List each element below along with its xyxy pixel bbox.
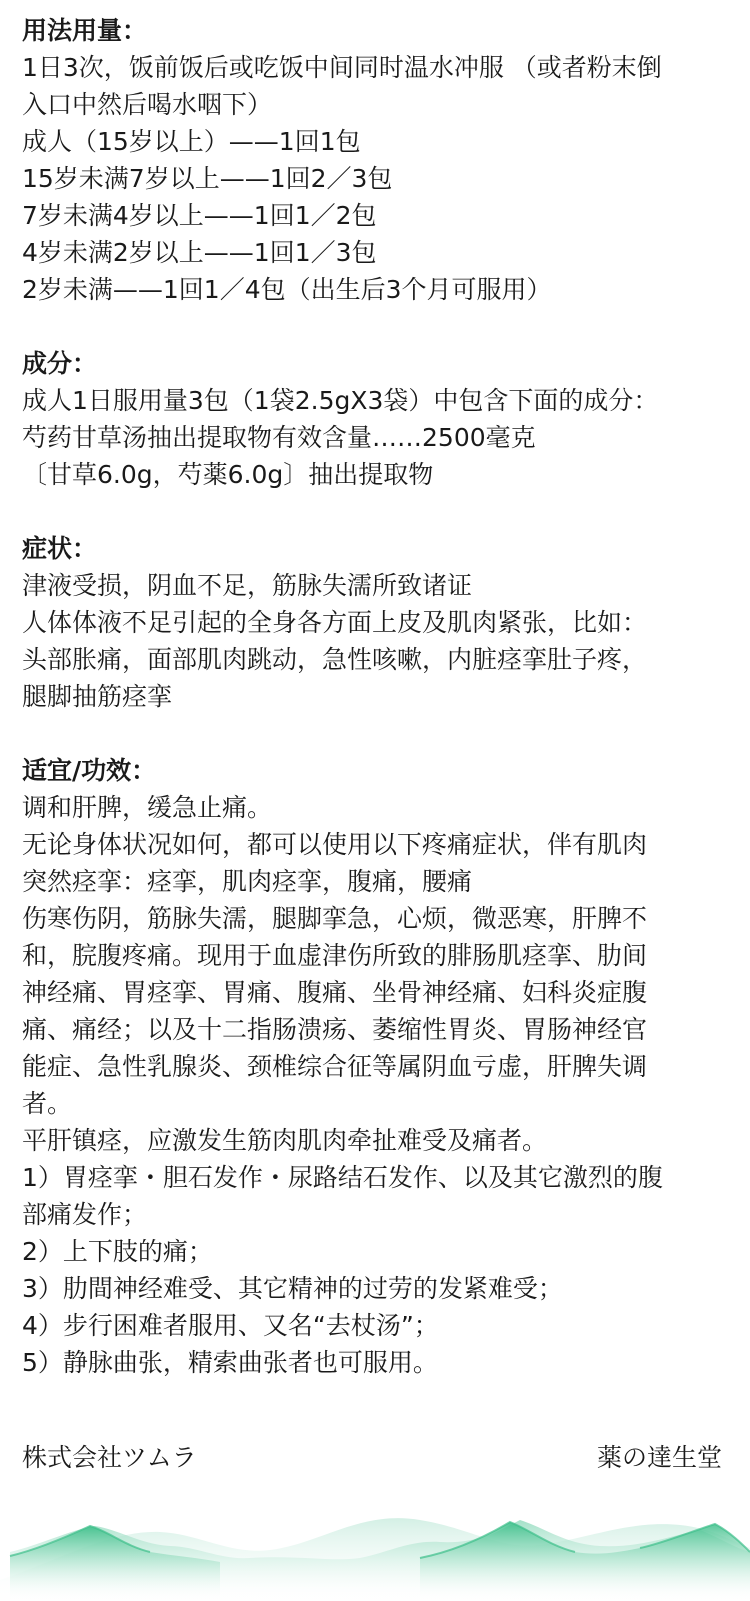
text-line: 人体体液不足引起的全身各方面上皮及肌肉紧张，比如： — [22, 608, 648, 637]
text-line: 神经痛、胃痉挛、胃痛、腹痛、坐骨神经痛、妇科炎症腹 — [22, 978, 648, 1007]
text-line: 平肝镇痉，应激发生筋肉肌肉牵扯难受及痛者。 — [22, 1126, 548, 1155]
section-ingredients — [22, 345, 722, 493]
text-line: 2）上下肢的痛； — [22, 1237, 213, 1266]
section-heading: 适宜/功效： — [22, 756, 157, 785]
text-line: 突然痉挛：痉挛，肌肉痉挛，腹痛，腰痛 — [22, 867, 473, 896]
text-line: 1日3次，饭前饭后或吃饭中间同时温水冲服 （或者粉末倒 — [22, 53, 662, 82]
text-line: 伤寒伤阴，筋脉失濡，腿脚挛急，心烦，微恶寒，肝脾不 — [22, 904, 648, 933]
text-line: 调和肝脾，缓急止痛。 — [22, 793, 273, 822]
footer — [22, 1438, 722, 1478]
text-line: 成人1日服用量3包（1袋2.5gX3袋）中包含下面的成分： — [22, 386, 659, 415]
section-symptoms — [22, 530, 722, 715]
company-name: 株式会社ツムラ — [22, 1443, 197, 1472]
text-line: 4）步行困难者服用、又名“去杖汤”； — [22, 1311, 439, 1340]
text-line: 5）静脉曲张，精索曲张者也可服用。 — [22, 1348, 438, 1377]
text-line: 4岁未满2岁以上——1回1／3包 — [22, 238, 377, 267]
text-line: 头部胀痛，面部肌肉跳动，急性咳嗽，内脏痉挛肚子疼， — [22, 645, 648, 674]
section-heading: 成分： — [22, 349, 98, 378]
text-line: 7岁未满4岁以上——1回1／2包 — [22, 201, 377, 230]
text-line: 芍药甘草汤抽出提取物有效含量……2500毫克 — [22, 423, 536, 452]
mountain-landscape-decoration — [0, 1500, 750, 1601]
text-line: 入口中然后喝水咽下） — [22, 90, 273, 119]
section-heading: 用法用量： — [22, 16, 148, 45]
section-indications — [22, 752, 722, 1381]
text-line: 〔甘草6.0g，芍薬6.0g〕抽出提取物 — [22, 460, 434, 489]
section-heading: 症状： — [22, 534, 98, 563]
text-line: 和，脘腹疼痛。现用于血虚津伤所致的腓肠肌痉挛、肋间 — [22, 941, 648, 970]
text-line: 津液受损，阴血不足，筋脉失濡所致诸证 — [22, 571, 473, 600]
document-body — [22, 12, 722, 1418]
text-line: 痛、痛经；以及十二指肠溃疡、萎缩性胃炎、胃肠神经官 — [22, 1015, 648, 1044]
text-line: 1）胃痉挛・胆石发作・尿路结石发作、以及其它激烈的腹 — [22, 1163, 663, 1192]
text-line: 腿脚抽筋痉挛 — [22, 682, 173, 711]
text-line: 能症、急性乳腺炎、颈椎综合征等属阴血亏虚，肝脾失调 — [22, 1052, 648, 1081]
shop-name: 薬の達生堂 — [596, 1443, 722, 1472]
text-line: 成人（15岁以上）——1回1包 — [22, 127, 361, 156]
text-line: 2岁未满——1回1／4包（出生后3个月可服用） — [22, 275, 552, 304]
text-line: 无论身体状况如何，都可以使用以下疼痛症状，伴有肌肉 — [22, 830, 648, 859]
text-line: 者。 — [22, 1089, 73, 1118]
text-line: 部痛发作； — [22, 1200, 148, 1229]
section-usage — [22, 12, 722, 308]
text-line: 15岁未满7岁以上——1回2／3包 — [22, 164, 393, 193]
text-line: 3）肋間神经难受、其它精神的过劳的发紧难受； — [22, 1274, 563, 1303]
